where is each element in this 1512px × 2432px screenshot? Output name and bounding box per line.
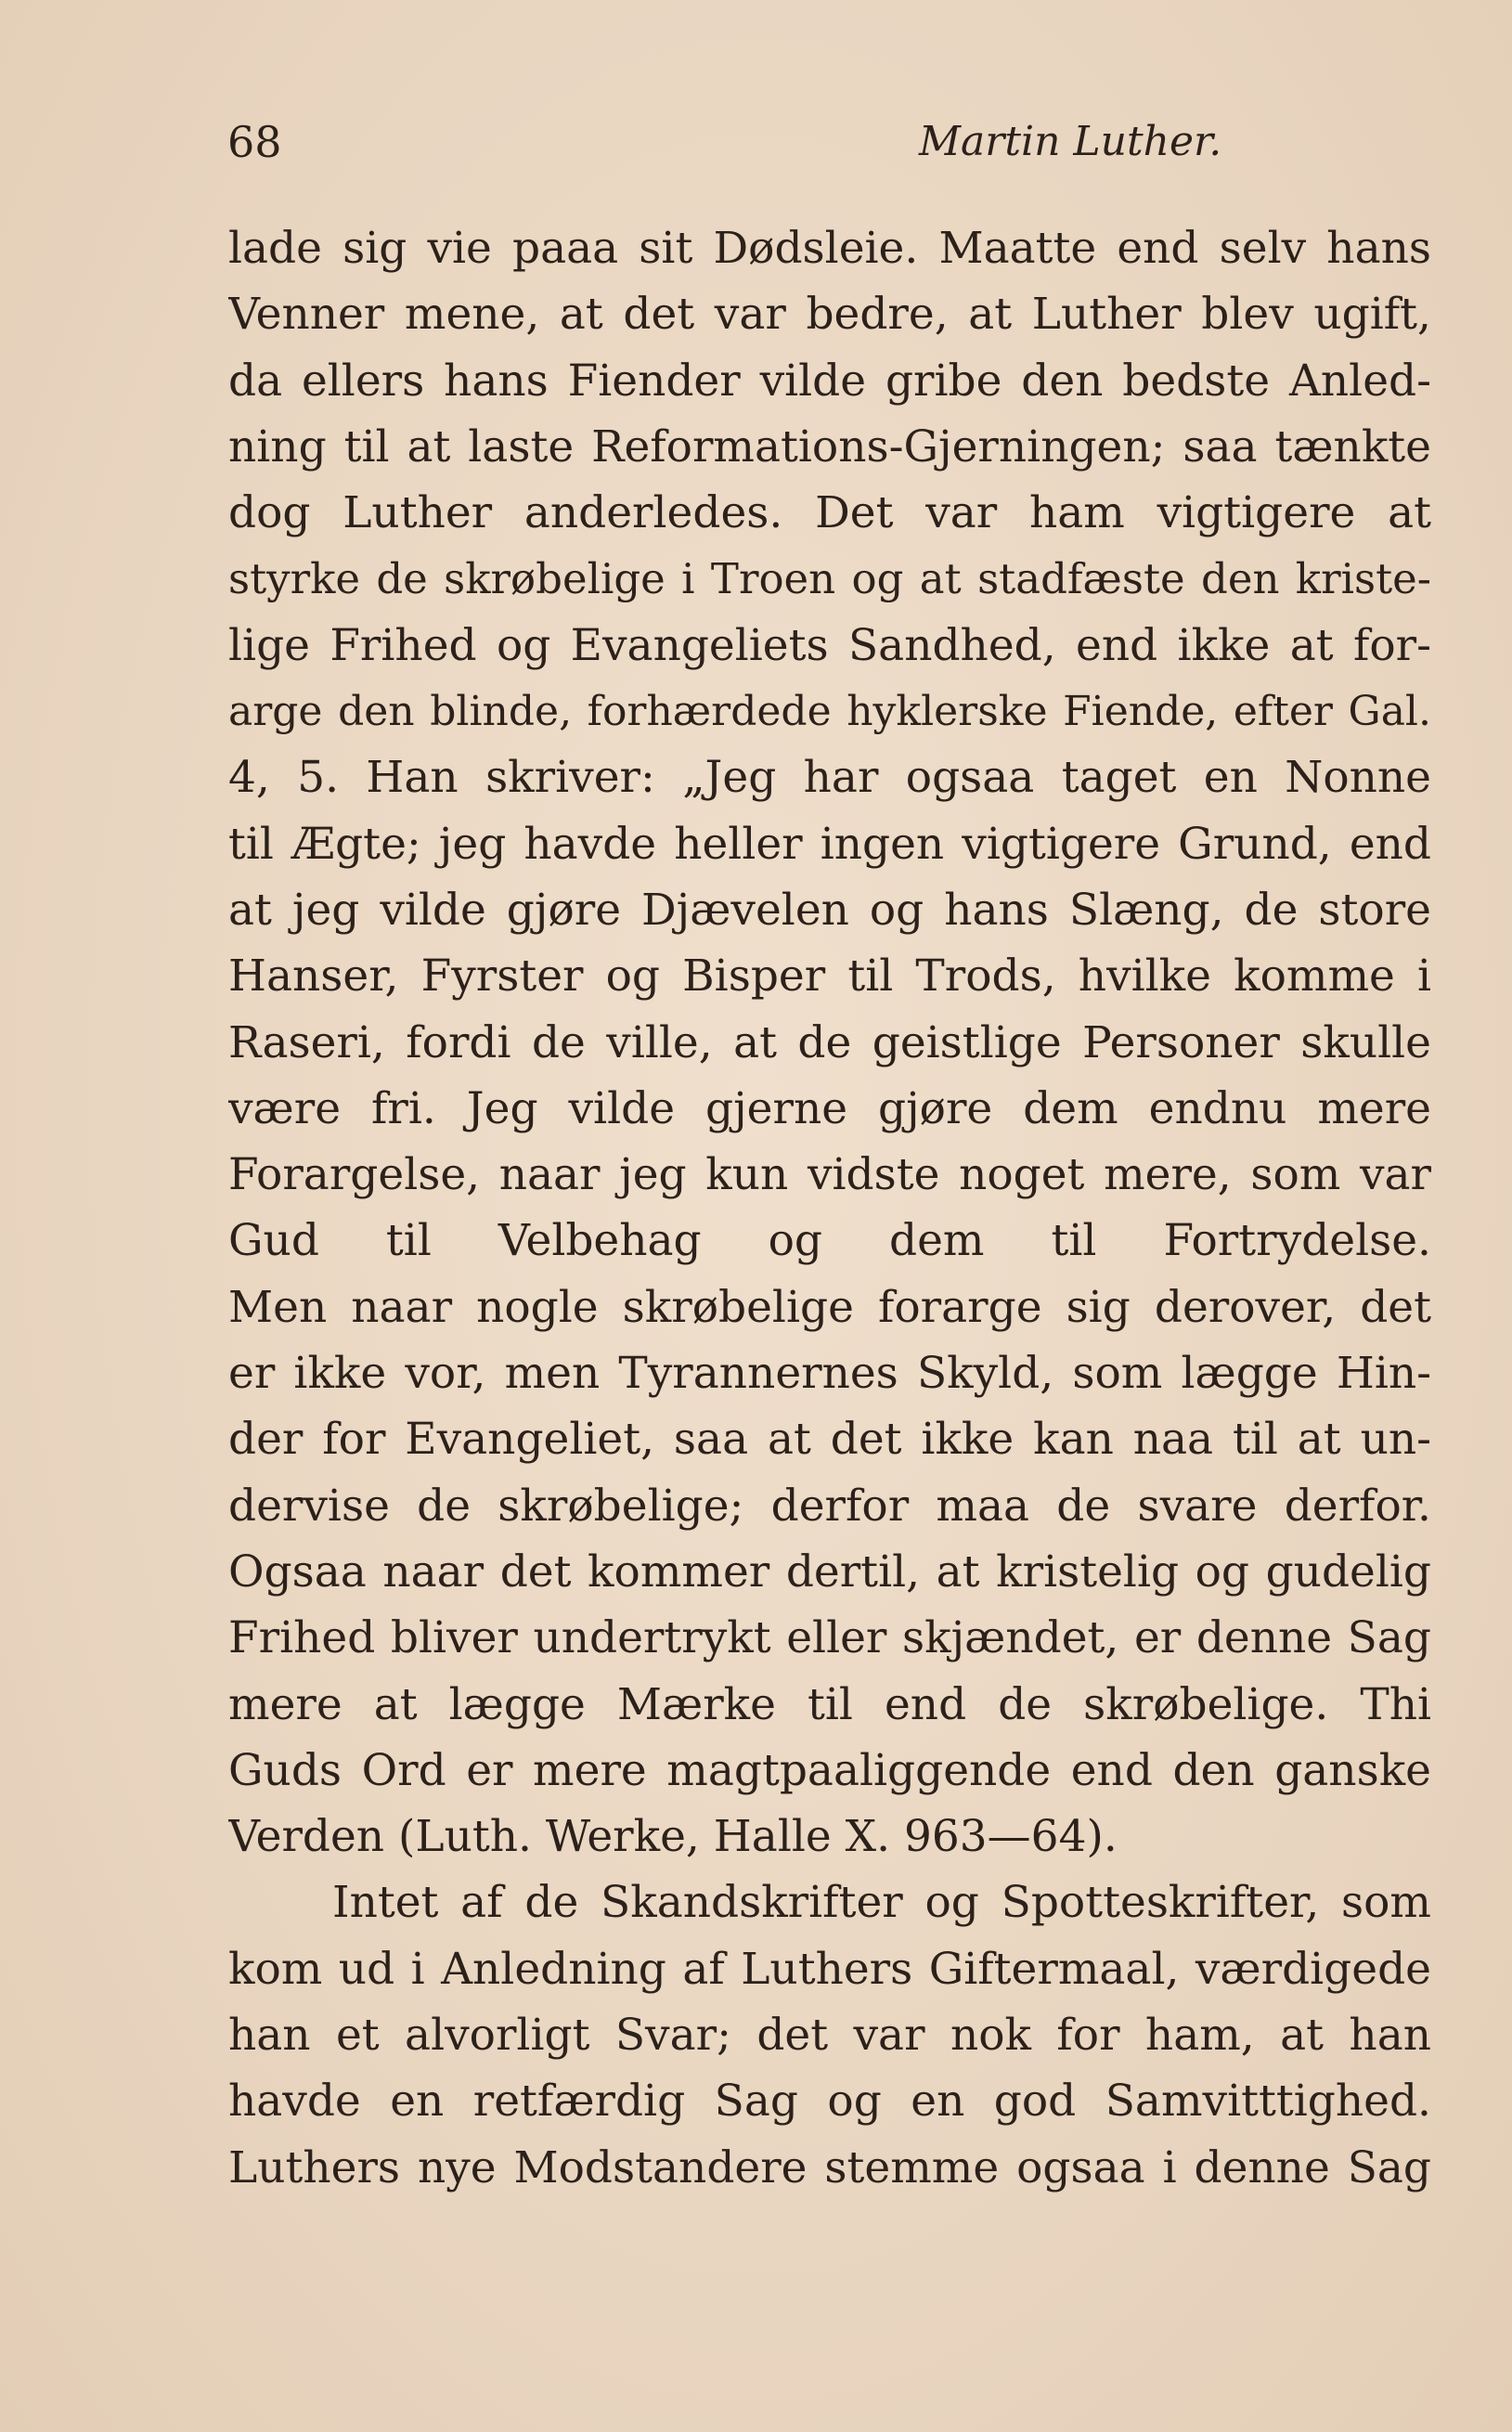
- text-line: er ikke vor, men Tyrannernes Skyld, som lægge Hin-: [228, 1348, 1431, 1400]
- text-line: Luthers nye Modstandere stemme ogsaa i denne Sag: [228, 2141, 1431, 2193]
- text-line: da ellers hans Fiender vilde gribe den bedste Anled-: [228, 355, 1431, 407]
- body-text: [228, 215, 1431, 2201]
- page-number: 68: [227, 117, 282, 167]
- text-line: arge den blinde, forhærdede hyklerske Fiende, efter Gal.: [228, 688, 1431, 736]
- text-line: Forargelse, naar jeg kun vidste noget mere, som var: [228, 1149, 1431, 1201]
- text-line: Frihed bliver undertrykt eller skjændet, er denne Sag: [228, 1612, 1431, 1664]
- page-header: [227, 110, 1434, 175]
- text-line: styrke de skrøbelige i Troen og at stadfæste den kriste-: [228, 554, 1431, 604]
- running-title: Martin Luther.: [919, 118, 1222, 165]
- text-line: være fri. Jeg vilde gjerne gjøre dem endnu mere: [228, 1082, 1431, 1134]
- text-line: mere at lægge Mærke til end de skrøbelige. Thi: [228, 1678, 1431, 1730]
- text-line: Gud til Velbehag og dem til Fortrydelse.: [228, 1215, 1431, 1267]
- text-line: dog Luther anderledes. Det var ham vigtigere at: [228, 487, 1431, 539]
- text-line: Men naar nogle skrøbelige forarge sig derover, det: [228, 1281, 1431, 1333]
- text-line: til Ægte; jeg havde heller ingen vigtigere Grund, end: [228, 818, 1431, 870]
- text-line: der for Evangeliet, saa at det ikke kan naa til at un-: [228, 1414, 1431, 1466]
- text-line: kom ud i Anledning af Luthers Giftermaal, værdigede: [228, 1943, 1431, 1995]
- text-line-paragraph-start: Intet af de Skandskrifter og Spotteskrifter, som: [332, 1877, 1431, 1929]
- text-line: havde en retfærdig Sag og en god Samvitttighed.: [228, 2076, 1431, 2128]
- text-line: lige Frihed og Evangeliets Sandhed, end ikke at for-: [228, 619, 1431, 671]
- text-line-paragraph-end: Verden (Luth. Werke, Halle X. 963—64).: [228, 1811, 1118, 1863]
- text-line: dervise de skrøbelige; derfor maa de svare derfor.: [228, 1480, 1431, 1532]
- text-line: Hanser, Fyrster og Bisper til Trods, hvilke komme i: [228, 951, 1431, 1003]
- text-line: Guds Ord er mere magtpaaliggende end den ganske: [228, 1744, 1431, 1796]
- text-line: lade sig vie paaa sit Dødsleie. Maatte end selv hans: [228, 223, 1431, 274]
- text-line: at jeg vilde gjøre Djævelen og hans Slæng, de store: [228, 884, 1431, 936]
- text-line: Ogsaa naar det kommer dertil, at kristelig og gudelig: [228, 1546, 1431, 1598]
- text-line: han et alvorligt Svar; det var nok for ham, at han: [228, 2010, 1431, 2062]
- text-line: Venner mene, at det var bedre, at Luther blev ugift,: [228, 289, 1431, 341]
- text-line: ning til at laste Reformations-Gjerningen; saa tænkte: [228, 420, 1431, 472]
- text-line: 4, 5. Han skriver: „Jeg har ogsaa taget en Nonne: [228, 752, 1431, 804]
- text-line: Raseri, fordi de ville, at de geistlige Personer skulle: [228, 1016, 1431, 1068]
